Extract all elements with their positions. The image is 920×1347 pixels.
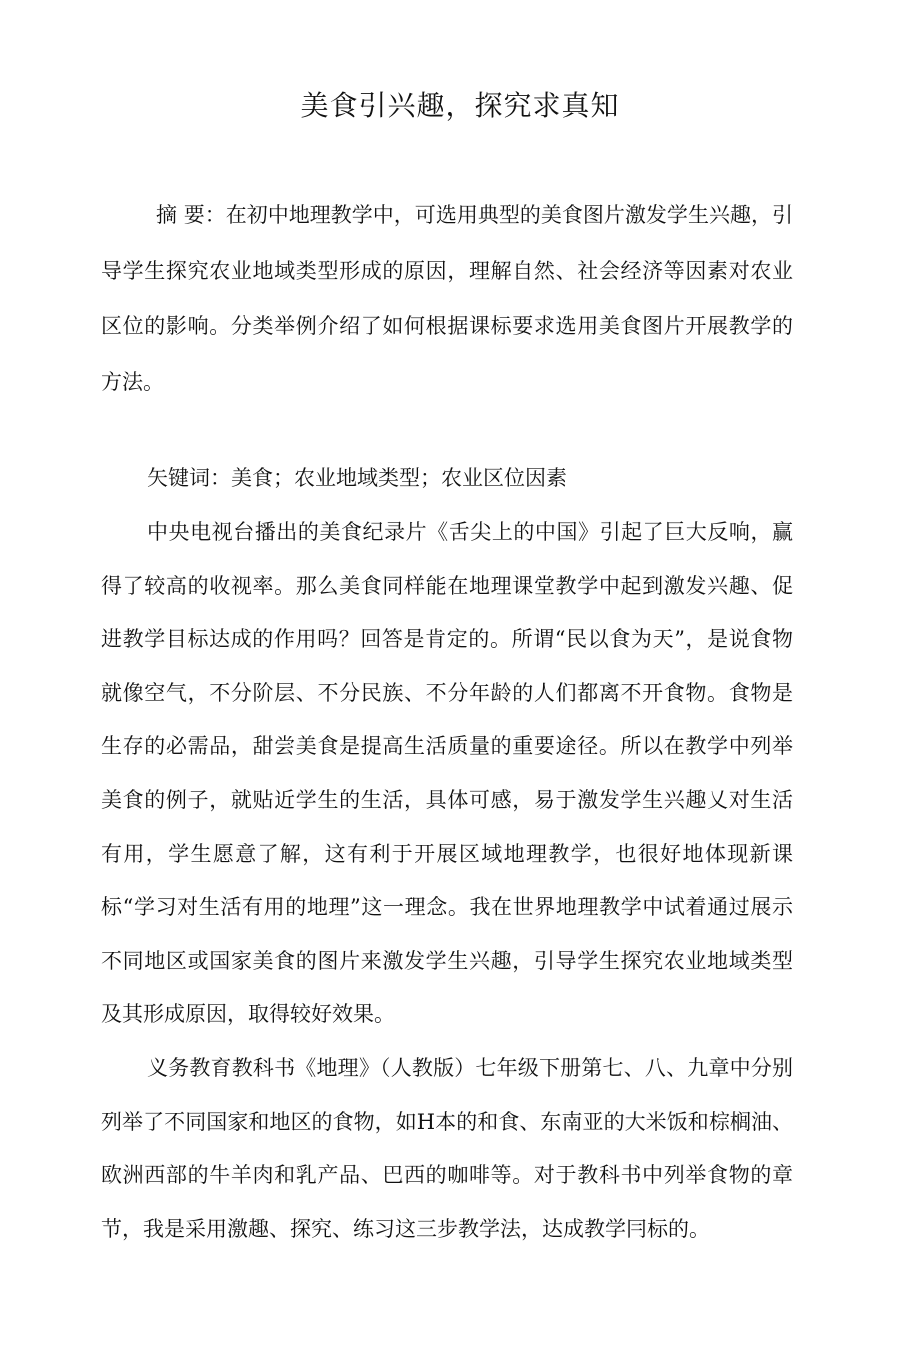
body-paragraph-2: 义务教育教科书《地理》（人教版）七年级下册第七、八、九章中分别列举了不同国家和地区的食物，如H本的和食、东南亚的大米饭和棕榈油、欧洲西部的牛羊肉和乳产品、巴西的咖啡等。对于教科书中列举食物的章节，我是采用激趣、探究、练习这三步教学法，达成教学冃标的。 [101, 1055, 793, 1241]
document-title: 美食引兴趣，探究求真知 [300, 89, 620, 122]
body-text [101, 506, 793, 1256]
abstract-paragraph: 摘 要：在初中地理教学中，可选用典型的美食图片激发学生兴趣，引导学生探究农业地域类型形成的原因，理解自然、社会经济等因素对农业区位的影响。分类举例介绍了如何根据课标要求选用美食图片开展教学的方法。 [101, 203, 793, 394]
body-paragraph-1: 中央电视台播出的美食纪录片《舌尖上的中国》引起了巨大反响，赢得了较高的收视率。那么美食同样能在地理课堂教学中起到激发兴趣、促进教学目标达成的作用吗？回答是肯定的。所谓“民以食为天”，是说食物就像空气，不分阶层、不分民族、不分年龄的人们都离不开食物。食物是生存的必需品，甜尝美食是提高生活质量的重要途径。所以在教学中列举美食的例子，就贴近学生的生活，具体可感，易于激发学生兴趣乂对生活有用，学生愿意了解，这有利于开展区域地理教学，也很好地体现新课标“学习对生活有用的地理”这一理念。我在世界地理教学中试着通过展示不同地区或国家美食的图片来激发学生兴趣，引导学生探究农业地域类型及其形成原因，取得较好效果。 [101, 520, 793, 1027]
keywords-line: 矢键词：美食；农业地域类型；农业区位因素 [147, 466, 567, 490]
